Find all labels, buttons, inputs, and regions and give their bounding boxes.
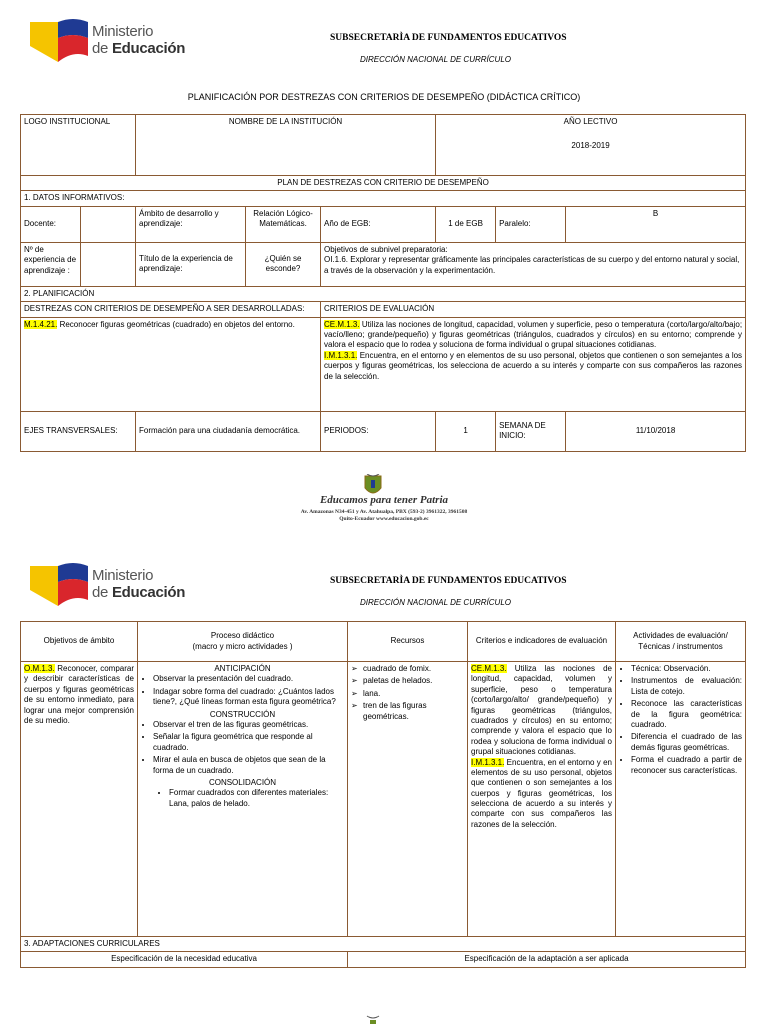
list-item: • Mirar el aula en busca de objetos que sean de la forma de un cuadrado. xyxy=(153,755,344,776)
ministerio-logo xyxy=(30,16,190,62)
objetivo-text: Reconocer, comparar y describir características de cuerpos y figuras geométricas de su entorno inmediato, para lograr una mejor comprensión de su medio. xyxy=(24,664,134,725)
recursos-cell xyxy=(348,662,468,937)
footer-motto: Educamos para tener Patria xyxy=(319,494,449,506)
col-actividades-header: Actividades de evaluación/ Técnicas / instrumentos xyxy=(616,622,746,662)
docente-label: Docente: xyxy=(21,206,81,242)
indicador-text: Encuentra, en el entorno y en elementos de su uso personal, objetos que contienen o son semejantes a los cuerpos y figuras geométricas, los selecciona de acuerdo a su interés y comparte con sus compañeros las razones de la selección. xyxy=(324,350,743,381)
subsecretaria-heading-page2: SUBSECRETARÌA DE FUNDAMENTOS EDUCATIVOS xyxy=(330,576,567,586)
objetivos-subnivel-text: OI.1.6. Explorar y representar gráficamente las principales características de su cuerpo y del entorno natural y social, a través de la observación y la experimentación. xyxy=(324,255,740,275)
ecuador-flag-logo-icon xyxy=(30,16,88,62)
necesidad-educativa-header: Especificación de la necesidad educativa xyxy=(21,952,348,967)
destreza-code: M.1.4.21. xyxy=(24,319,58,329)
actividades-list xyxy=(619,664,742,776)
footer-address-line2: Quito-Ecuador www.educacion.gob.ec xyxy=(339,515,429,522)
list-item: • Reconoce las características de la figura geométrica: cuadrado. xyxy=(631,699,742,730)
ambito-value: Relación Lógico-Matemáticas. xyxy=(246,206,321,242)
destreza-cell xyxy=(21,317,321,411)
list-item: ➢ paletas de helados. xyxy=(363,676,464,686)
ambito-label: Ámbito de desarrollo y aprendizaje: xyxy=(136,206,246,242)
objetivo-ambito-cell xyxy=(21,662,138,937)
periodos-value: 1 xyxy=(436,411,496,451)
indicador-text: Encuentra, en el entorno y en elementos de su uso personal, objetos que contienen o son semejantes a los cuerpos y figuras geométricas, los selecciona de acuerdo a su interés y comparte con sus compañeros las razones de la selección. xyxy=(471,757,612,829)
periodos-label: PERIODOS: xyxy=(321,411,436,451)
criterios-indicadores-cell xyxy=(468,662,616,937)
objetivo-code: O.M.1.3. xyxy=(24,664,55,673)
ecuador-shield-icon xyxy=(362,1014,384,1024)
consolidacion-list xyxy=(141,788,344,809)
footer-address-line1: Av. Amazonas N34-451 y Av. Atahualpa, PBX (593-2) 3961322, 3961508 xyxy=(300,509,468,515)
objetivos-subnivel-cell xyxy=(321,242,746,286)
col-recursos-header: Recursos xyxy=(348,622,468,662)
col-proceso-header xyxy=(138,622,348,662)
experiencia-numero-label: Nº de experiencia de aprendizaje : xyxy=(21,242,81,286)
list-item: • Indagar sobre forma del cuadrado: ¿Cuántos lados tiene?, ¿Qué líneas forman esta figura geométrica? xyxy=(153,687,344,708)
list-item: • Forma el cuadrado a partir de reconocer sus características. xyxy=(631,755,742,776)
ministerio-logo-page2 xyxy=(30,560,190,606)
destreza-text: Reconocer figuras geométricas (cuadrado) en objetos del entorno. xyxy=(57,319,295,329)
list-item: • Observar la presentación del cuadrado. xyxy=(153,674,344,684)
indicador-code: I.M.1.3.1. xyxy=(324,350,358,360)
logo-institucional-cell: LOGO INSTITUCIONAL xyxy=(21,115,136,176)
indicador-code: I.M.1.3.1. xyxy=(471,757,505,767)
criterio-text: Utiliza las nociones de longitud, capacidad, volumen y superficie, peso o temperatura (corto/largo/alto/ grande/pequeño) y figuras geométricas (triángulos, cuadrados y círculos) en su entorno; comprende y valora el espacio que lo rodea y soluciona de forma individual o grupal situaciones cotidianas. xyxy=(471,664,612,757)
recursos-list xyxy=(351,664,464,722)
direccion-heading: DIRECCIÓN NACIONAL DE CURRÍCULO xyxy=(360,55,511,64)
list-item: • Formar cuadrados con diferentes materiales: Lana, palos de helado. xyxy=(169,788,344,809)
direccion-heading-page2: DIRECCIÓN NACIONAL DE CURRÍCULO xyxy=(360,598,511,607)
ejes-label: EJES TRANSVERSALES: xyxy=(21,411,136,451)
egb-value: 1 de EGB xyxy=(436,206,496,242)
objetivos-subnivel-label: Objetivos de subnivel preparatoria: xyxy=(324,244,448,254)
list-item: ➢ cuadrado de fomix. xyxy=(363,664,464,674)
criterios-header: CRITERIOS DE EVALUACIÓN xyxy=(321,302,746,317)
semana-value: 11/10/2018 xyxy=(566,411,746,451)
list-item: • Técnica: Observación. xyxy=(631,664,742,674)
col-objetivos-header: Objetivos de ámbito xyxy=(21,622,138,662)
construccion-heading: CONSTRUCCIÓN xyxy=(209,709,276,719)
criterios-cell xyxy=(321,317,746,411)
list-item: ➢ tren de las figuras geométricas. xyxy=(363,701,464,722)
list-item: • Señalar la figura geométrica que responde al cuadrado. xyxy=(153,732,344,753)
datos-informativos-row: 1. DATOS INFORMATIVOS: xyxy=(21,191,746,206)
planning-table xyxy=(20,114,746,452)
plan-title-row: PLAN DE DESTREZAS CON CRITERIO DE DESEMPEÑO xyxy=(21,176,746,191)
subsecretaria-heading: SUBSECRETARÌA DE FUNDAMENTOS EDUCATIVOS xyxy=(330,33,567,43)
list-item: • Instrumentos de evaluación: Lista de cotejo. xyxy=(631,676,742,697)
titulo-experiencia-label: Título de la experiencia de aprendizaje: xyxy=(136,242,246,286)
logo-text-line2: de Educación xyxy=(92,40,186,57)
anio-lectivo-label: AÑO LECTIVO xyxy=(563,117,618,126)
col-proceso-subtitle: (macro y micro actividades ) xyxy=(192,641,293,651)
col-criterios-header: Criterios e indicadores de evaluación xyxy=(468,622,616,662)
egb-label: Año de EGB: xyxy=(321,206,436,242)
logo-text-line1: Ministerio xyxy=(92,23,154,40)
anticipacion-heading: ANTICIPACIÓN xyxy=(214,664,271,673)
construccion-list xyxy=(141,720,344,776)
semana-label: SEMANA DE INICIO: xyxy=(496,411,566,451)
didactic-process-table xyxy=(20,621,746,968)
experiencia-numero-value xyxy=(81,242,136,286)
logo-text-line1: Ministerio xyxy=(92,567,154,584)
planificacion-row: 2. PLANIFICACIÓN xyxy=(21,286,746,301)
adaptaciones-row: 3. ADAPTACIONES CURRICULARES xyxy=(21,937,746,952)
criterio-text: Utiliza las nociones de longitud, capacidad, volumen y superficie, peso o temperatura (corto/largo/alto/bajo; vacío/lleno; grande/pequeño) y figuras geométricas (triángulos, cuadrados y círculos) en su entorno; comprende y valora el espacio que lo rodea y soluciona de forma individual o grupal situaciones cotidianas. xyxy=(324,319,743,350)
ecuador-flag-logo-icon xyxy=(30,560,88,606)
consolidacion-heading: CONSOLIDACIÓN xyxy=(208,777,277,787)
list-item: • Diferencia el cuadrado de las demás figuras geométricas. xyxy=(631,732,742,753)
titulo-experiencia-value: ¿Quién se esconde? xyxy=(246,242,321,286)
anticipacion-list xyxy=(141,674,344,707)
ejes-value: Formación para una ciudadanía democrática. xyxy=(136,411,321,451)
col-proceso-title: Proceso didáctico xyxy=(210,631,275,641)
anio-lectivo-cell xyxy=(436,115,746,176)
list-item: • Observar el tren de las figuras geométricas. xyxy=(153,720,344,730)
paralelo-label: Paralelo: xyxy=(496,206,566,242)
actividades-evaluacion-cell xyxy=(616,662,746,937)
destrezas-header: DESTREZAS CON CRITERIOS DE DESEMPEÑO A SER DESARROLLADAS: xyxy=(21,302,321,317)
proceso-didactico-cell xyxy=(138,662,348,937)
paralelo-value: B xyxy=(566,206,746,242)
footer-address xyxy=(0,509,768,522)
criterio-code: CE.M.1.3. xyxy=(324,319,360,329)
anio-lectivo-value: 2018-2019 xyxy=(571,141,610,151)
nombre-institucion-cell: NOMBRE DE LA INSTITUCIÓN xyxy=(136,115,436,176)
criterio-code: CE.M.1.3. xyxy=(471,664,507,673)
adaptacion-header: Especificación de la adaptación a ser aplicada xyxy=(348,952,746,967)
list-item: ➢ lana. xyxy=(363,689,464,699)
logo-text-line2: de Educación xyxy=(92,584,186,601)
document-title: PLANIFICACIÓN POR DESTREZAS CON CRITERIOS DE DESEMPEÑO (DIDÁCTICA CRÍTICO) xyxy=(187,92,581,102)
docente-value xyxy=(81,206,136,242)
